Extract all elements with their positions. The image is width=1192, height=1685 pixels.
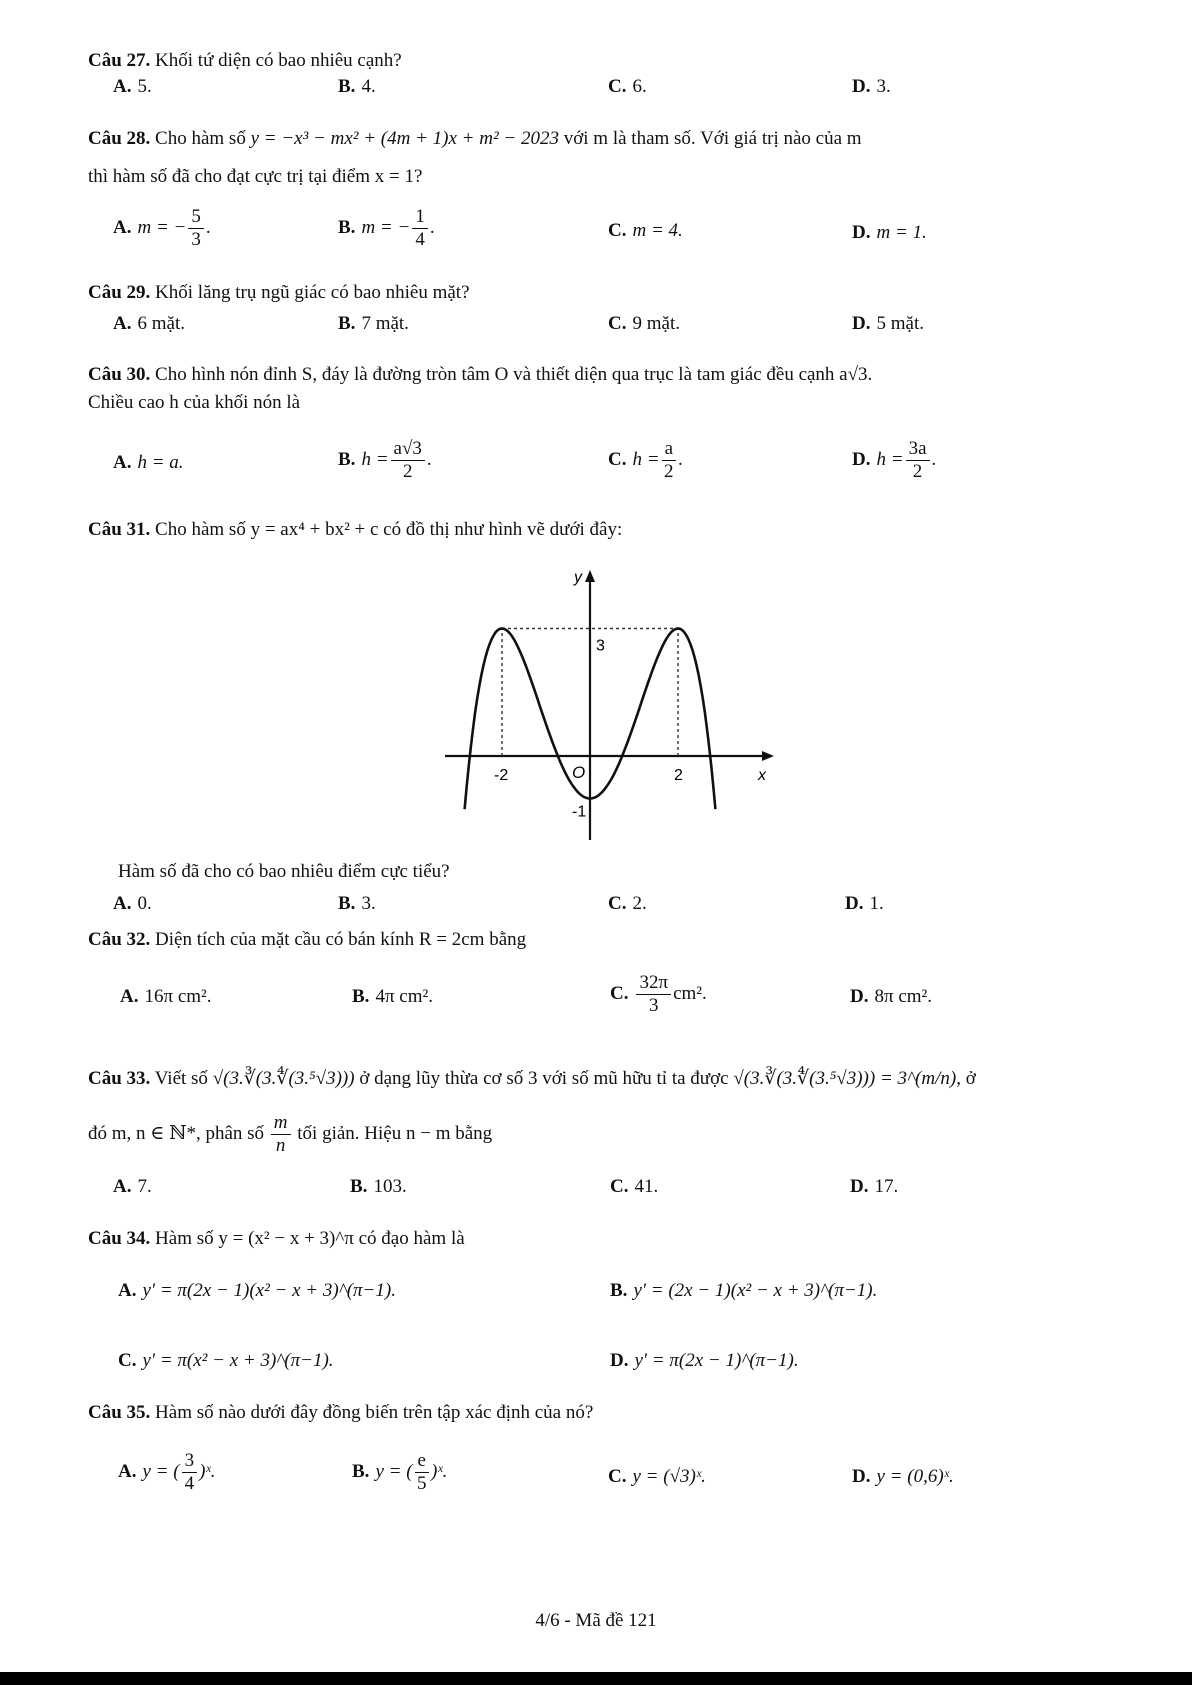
function-graph: [440, 568, 780, 843]
option-a[interactable]: A. y = ( $\frac{3}{4}$ )ˣ.: [118, 1450, 216, 1494]
question-31-prompt: Hàm số đã cho có bao nhiêu điểm cực tiểu?: [118, 861, 450, 882]
question-33-line2: đó m, n ∈ ℕ*, phân số $\frac{m}{n}$ tối giản. Hiệu n − m bằng: [88, 1112, 493, 1156]
option-d[interactable]: D. 3.: [852, 76, 891, 97]
option-c[interactable]: C. 6.: [608, 76, 647, 97]
option-d[interactable]: D. y = (0,6)ˣ.: [852, 1466, 954, 1487]
option-c[interactable]: C. h = $\frac{a}{2}$ .: [608, 438, 683, 482]
options-28: [0, 206, 1192, 262]
options-29: [0, 313, 1192, 353]
question-text: Cho hàm số y = ax⁴ + bx² + c có đồ thị như hình vẽ dưới đây:: [155, 519, 623, 540]
option-c[interactable]: C. 9 mặt.: [608, 313, 680, 334]
question-text: Hàm số nào dưới đây đồng biến trên tập xác định của nó?: [155, 1402, 594, 1423]
tick-label-y-min: -1: [572, 803, 587, 821]
option-b[interactable]: B. m = − $\frac{1}{4}$ .: [338, 206, 435, 250]
option-d[interactable]: D. 1.: [845, 893, 884, 914]
option-b[interactable]: B. 7 mặt.: [338, 313, 409, 334]
y-axis-label: y: [574, 569, 582, 586]
question-text: Hàm số y = (x² − x + 3)^π có đạo hàm là: [155, 1228, 465, 1249]
question-27: [88, 48, 1128, 74]
option-b[interactable]: B. y = ( $\frac{e}{5}$ )ˣ.: [352, 1450, 448, 1494]
option-d[interactable]: D. y′ = π(2x − 1)^(π−1).: [610, 1350, 799, 1371]
y-axis-arrow: [585, 570, 595, 582]
question-label: Câu 29.: [88, 282, 151, 303]
question-30: [88, 362, 1128, 388]
question-label: Câu 30.: [88, 364, 151, 385]
question-29: [88, 280, 1128, 306]
radical-expression: √(3.∛(3.∜(3.⁵√3))): [212, 1068, 355, 1089]
options-30: [0, 438, 1192, 498]
option-b[interactable]: B. 3.: [338, 893, 376, 914]
question-28-line2: thì hàm số đã cho đạt cực trị tại điểm x = 1?: [88, 166, 423, 187]
options-34-row2: [0, 1350, 1192, 1390]
option-a[interactable]: A. y′ = π(2x − 1)(x² − x + 3)^(π−1).: [118, 1280, 396, 1301]
question-label: Câu 34.: [88, 1228, 151, 1249]
question-label: Câu 35.: [88, 1402, 151, 1423]
option-b[interactable]: B. 4.: [338, 76, 376, 97]
option-b[interactable]: B. h = $\frac{a√3}{2}$ .: [338, 438, 432, 482]
origin-label: O: [572, 763, 586, 782]
x-axis-label: x: [758, 767, 766, 784]
tick-label-x-neg: -2: [494, 767, 509, 784]
tick-label-y-max: 3: [596, 637, 605, 655]
question-label: Câu 31.: [88, 519, 151, 540]
question-math: y = −x³ − mx² + (4m + 1)x + m² − 2023: [250, 128, 559, 149]
option-d[interactable]: D. 17.: [850, 1176, 899, 1197]
option-a[interactable]: A. m = − $\frac{5}{3}$ .: [113, 206, 211, 250]
options-34-row1: [0, 1280, 1192, 1320]
question-text-cont: ở dạng lũy thừa cơ số 3 với số mũ hữu tỉ ta được: [359, 1068, 729, 1089]
option-a[interactable]: A. 0.: [113, 893, 152, 914]
option-b[interactable]: B. 103.: [350, 1176, 407, 1197]
question-28: [88, 126, 1128, 152]
question-label: Câu 33.: [88, 1068, 151, 1089]
x-axis-arrow: [762, 751, 774, 761]
option-d[interactable]: D. h = $\frac{3a}{2}$ .: [852, 438, 937, 482]
page-footer: 4/6 - Mã đề 121: [535, 1610, 657, 1631]
option-d[interactable]: D. m = 1.: [852, 222, 927, 243]
option-c[interactable]: C. 41.: [610, 1176, 659, 1197]
question-34: [88, 1226, 1128, 1252]
question-30-line2: Chiều cao h của khối nón là: [88, 392, 301, 413]
option-c[interactable]: C. y′ = π(x² − x + 3)^(π−1).: [118, 1350, 334, 1371]
question-label: Câu 32.: [88, 929, 151, 950]
option-b[interactable]: B. y′ = (2x − 1)(x² − x + 3)^(π−1).: [610, 1280, 878, 1301]
question-35: [88, 1400, 1128, 1426]
option-a[interactable]: A. 5.: [113, 76, 152, 97]
scan-edge: [0, 1672, 1192, 1685]
option-c[interactable]: C. 2.: [608, 893, 647, 914]
question-text: Cho hàm số: [155, 128, 246, 149]
radical-equation: √(3.∛(3.∜(3.⁵√3))) = 3^(m/n): [733, 1068, 957, 1089]
question-text: Khối lăng trụ ngũ giác có bao nhiêu mặt?: [155, 282, 470, 303]
question-label: Câu 27.: [88, 50, 151, 71]
question-text: Cho hình nón đỉnh S, đáy là đường tròn tâm O và thiết diện qua trục là tam giác đều cạnh a√3.: [155, 364, 873, 385]
option-c[interactable]: C. y = (√3)ˣ.: [608, 1466, 706, 1487]
question-32: [88, 927, 1128, 953]
question-label: Câu 28.: [88, 128, 151, 149]
option-a[interactable]: A. 7.: [113, 1176, 152, 1197]
option-d[interactable]: D. 5 mặt.: [852, 313, 924, 334]
tick-label-x-pos: 2: [674, 767, 683, 784]
question-33: Câu 33. Viết số √(3.∛(3.∜(3.⁵√3))) ở dạng lũy thừa cơ số 3 với số mũ hữu tỉ ta được √(3.∛(3.∜(3.⁵√3))) = 3^(m/n), ở: [88, 1068, 976, 1089]
option-a[interactable]: A. 6 mặt.: [113, 313, 185, 334]
options-27: [0, 76, 1192, 116]
option-d[interactable]: D. 8π cm².: [850, 986, 932, 1007]
option-b[interactable]: B. 4π cm².: [352, 986, 433, 1007]
question-text-cont: với m là tham số. Với giá trị nào của m: [563, 128, 862, 149]
question-text: Diện tích của mặt cầu có bán kính R = 2cm bằng: [155, 929, 527, 950]
option-c[interactable]: C. m = 4.: [608, 220, 683, 241]
option-a[interactable]: A. 16π cm².: [120, 986, 212, 1007]
question-31: [88, 517, 1128, 543]
options-32: [0, 972, 1192, 1032]
option-a[interactable]: A. h = a.: [113, 452, 184, 473]
options-35: [0, 1450, 1192, 1514]
option-c[interactable]: C. $\frac{32\pi}{3}$ cm².: [610, 972, 707, 1016]
question-text: Khối tứ diện có bao nhiêu cạnh?: [155, 50, 402, 71]
options-33: [0, 1176, 1192, 1216]
question-text: Viết số: [154, 1068, 208, 1089]
